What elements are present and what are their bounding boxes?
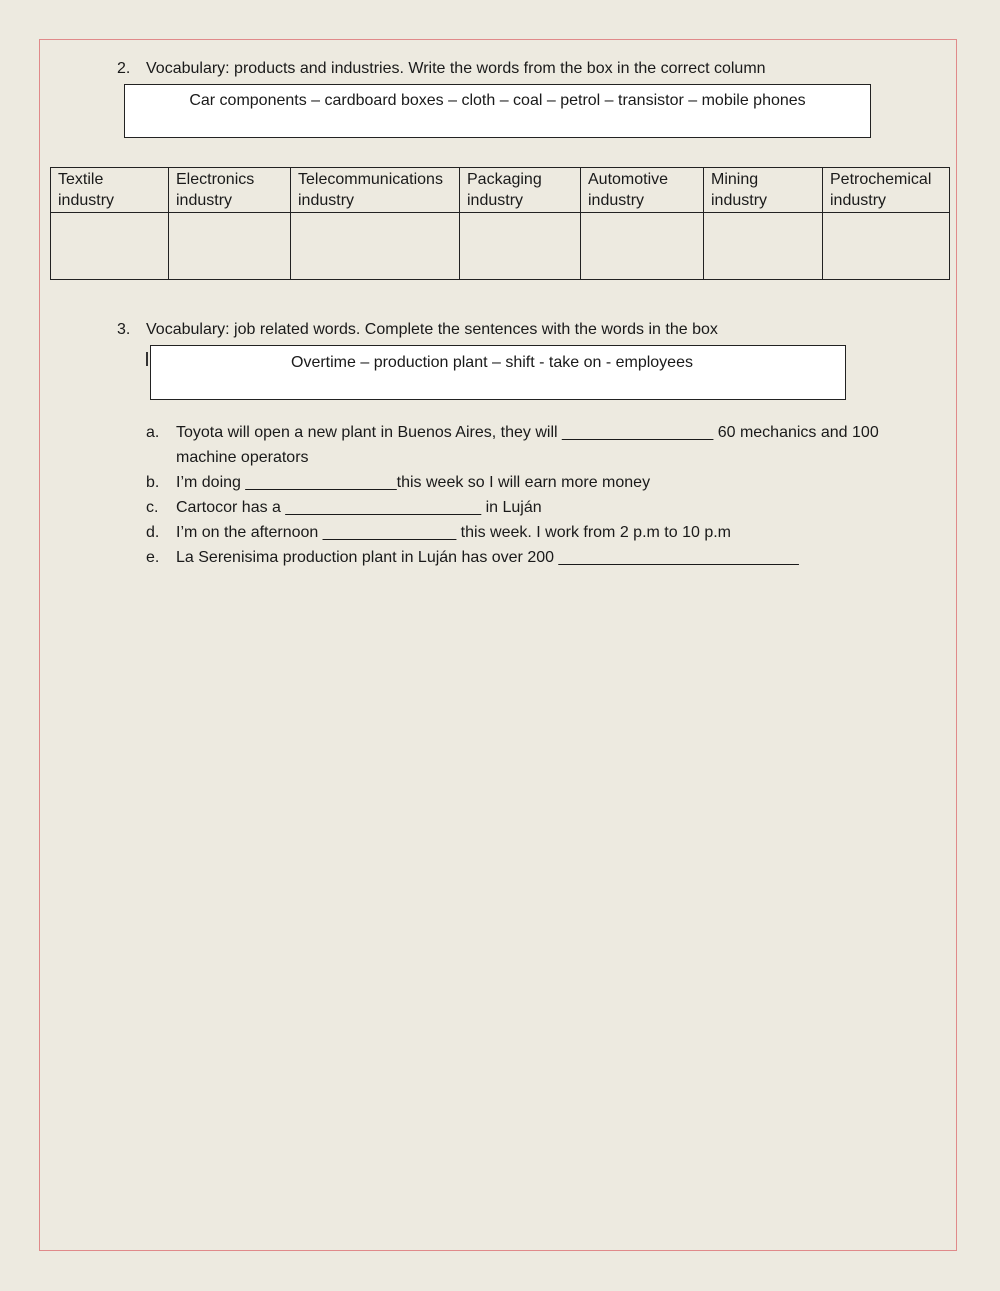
section-2-heading [117,60,766,78]
column-header-electronics: Electronics industry [169,168,291,213]
answer-cell-petrochemical[interactable] [823,213,950,280]
column-header-textile: Textile industry [51,168,169,213]
answer-cell-telecommunications[interactable] [291,213,460,280]
section-3-number: 3. [117,321,131,338]
column-header-automotive: Automotive industry [581,168,704,213]
industries-table [50,167,950,280]
table-header-row [51,168,950,213]
answer-cell-mining[interactable] [704,213,823,280]
section-3-instruction: Vocabulary: job related words. Complete the sentences with the words in the box [146,321,718,338]
answer-cell-textile[interactable] [51,213,169,280]
job-word-list: Overtime – production plant – shift - take on - employees [291,354,693,371]
column-header-telecommunications: Telecommunications industry [291,168,460,213]
section-2-number: 2. [117,60,131,77]
column-header-petrochemical: Petrochemical industry [823,168,950,213]
answer-cell-automotive[interactable] [581,213,704,280]
section-3-heading [117,321,718,339]
list-item: e. La Serenisima production plant in Luján has over 200 ___________________________ [146,549,799,566]
products-word-box [124,84,871,138]
answer-cell-electronics[interactable] [169,213,291,280]
answer-row [51,213,950,280]
answer-cell-packaging[interactable] [460,213,581,280]
job-words-box [150,345,846,400]
stray-mark [146,352,148,366]
list-item: b. I’m doing _________________this week so I will earn more money [146,474,651,491]
list-item: c. Cartocor has a ______________________ in Luján [146,499,542,516]
column-header-packaging: Packaging industry [460,168,581,213]
products-word-list: Car components – cardboard boxes – cloth – coal – petrol – transistor – mobile phones [189,92,806,109]
column-header-mining: Mining industry [704,168,823,213]
section-2-instruction: Vocabulary: products and industries. Write the words from the box in the correct column [146,60,766,77]
list-item: d. I’m on the afternoon _______________ this week. I work from 2 p.m to 10 p.m [146,524,731,541]
list-item: a. Toyota will open a new plant in Buenos Aires, they will _________________ 60 mechanics and 100 machine operators [146,424,879,466]
sentence-list [146,420,916,570]
